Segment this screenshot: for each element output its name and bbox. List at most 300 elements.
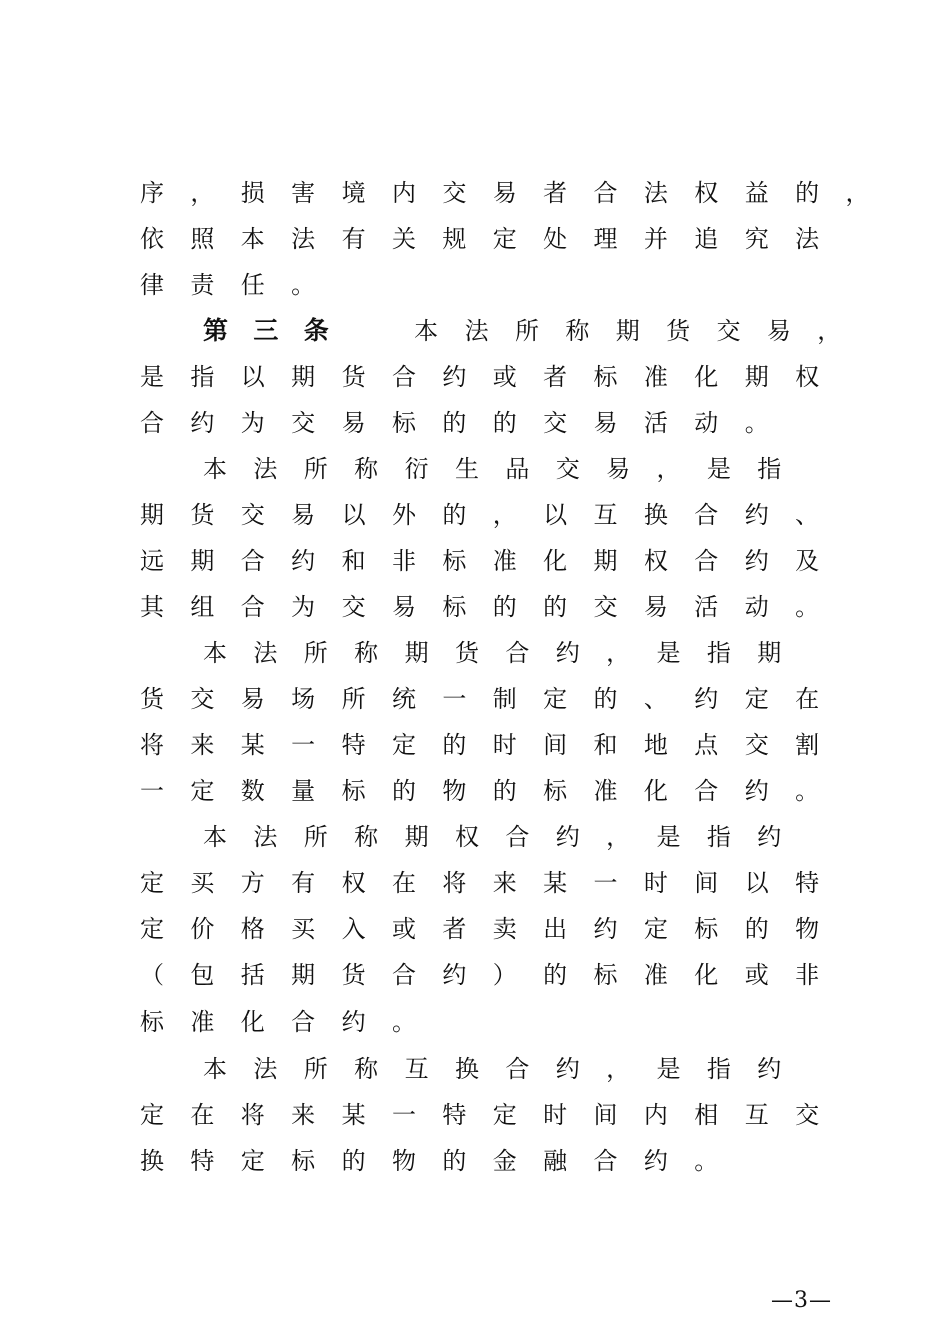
text-char: 益 [744, 179, 769, 207]
text-char: 或 [744, 961, 769, 989]
text-char: 交 [716, 317, 741, 345]
text-char: 称 [354, 639, 379, 667]
text-char: 指 [706, 1055, 731, 1083]
text-char: 期 [615, 317, 640, 345]
text-char: 准 [643, 363, 668, 391]
text-char: 标 [291, 1147, 316, 1175]
text-char: 者 [442, 915, 467, 943]
text-char: 制 [492, 685, 517, 713]
text-char: 货 [140, 685, 164, 713]
text-char: 交 [593, 593, 618, 621]
text-char: 来 [190, 731, 215, 759]
text-char: 及 [795, 547, 820, 575]
text-char: 的 [492, 777, 517, 805]
text-char: 非 [391, 547, 416, 575]
text-char: 割 [795, 731, 820, 759]
text-char: 所 [303, 455, 328, 483]
text-char: 理 [593, 225, 618, 253]
text-char: 化 [543, 547, 568, 575]
text-char: 特 [795, 869, 820, 897]
text-char: ， [656, 455, 681, 483]
text-char: 的 [391, 777, 416, 805]
text-char: 间 [543, 731, 568, 759]
text-char: 融 [543, 1147, 568, 1175]
text-char: 责 [190, 271, 215, 299]
text-char: 准 [190, 1008, 215, 1036]
text-char: 定 [240, 1147, 265, 1175]
text-char: 定 [140, 915, 164, 943]
text-char: 法 [291, 225, 316, 253]
text-char: 价 [190, 915, 215, 943]
text-line [140, 728, 845, 762]
text-char: 某 [543, 869, 568, 897]
text-char: 易 [240, 685, 265, 713]
text-char: 准 [492, 547, 517, 575]
text-char: 统 [391, 685, 416, 713]
text-char: 易 [643, 593, 668, 621]
text-line [140, 222, 845, 256]
text-char: 法 [464, 317, 489, 345]
text-char: 来 [492, 869, 517, 897]
text-char: 衍 [404, 455, 429, 483]
text-char: 或 [391, 915, 416, 943]
text-char: 合 [391, 961, 416, 989]
text-char: 法 [253, 455, 278, 483]
text-char: 定 [492, 1101, 517, 1129]
text-char: 将 [240, 1101, 265, 1129]
text-char: 或 [492, 363, 517, 391]
text-char: 的 [593, 685, 618, 713]
text-char: 一 [140, 777, 164, 805]
text-char: 在 [795, 685, 820, 713]
text-char: （ [140, 961, 164, 989]
article-heading-line [140, 314, 868, 348]
text-char: 定 [391, 731, 416, 759]
text-char: 所 [303, 639, 328, 667]
text-char: 关 [391, 225, 416, 253]
text-char: 物 [795, 915, 820, 943]
text-char: 称 [354, 455, 379, 483]
text-line [140, 452, 808, 486]
text-line [140, 912, 845, 946]
text-char: 称 [354, 1055, 379, 1083]
text-char: 合 [140, 409, 164, 437]
text-char: 权 [643, 547, 668, 575]
text-char: 入 [341, 915, 366, 943]
text-char: 一 [291, 731, 316, 759]
text-char: 是 [656, 1055, 681, 1083]
text-char: 。 [291, 271, 316, 299]
text-char: 法 [253, 639, 278, 667]
text-char: 内 [643, 1101, 668, 1129]
text-char: 某 [341, 1101, 366, 1129]
text-line [140, 1144, 745, 1178]
text-char: 期 [404, 823, 429, 851]
text-char: ， [190, 179, 215, 207]
text-char: 场 [291, 685, 316, 713]
text-char: 期 [593, 547, 618, 575]
text-char: 是 [656, 639, 681, 667]
text-char: 。 [795, 593, 820, 621]
text-char: 本 [203, 1055, 227, 1083]
text-char: 依 [140, 225, 164, 253]
text-char: 法 [253, 1055, 278, 1083]
text-char: 标 [543, 777, 568, 805]
text-char: 合 [593, 179, 618, 207]
text-char: 约 [291, 547, 316, 575]
text-char: 地 [643, 731, 668, 759]
text-char: 约 [442, 363, 467, 391]
text-char: 。 [795, 777, 820, 805]
text-char: 约 [190, 409, 215, 437]
text-line [140, 774, 845, 808]
text-char: 合 [391, 363, 416, 391]
text-char: 约 [757, 823, 782, 851]
text-char: 动 [694, 409, 719, 437]
text-char: 所 [303, 823, 328, 851]
text-char: 交 [291, 409, 316, 437]
text-char: 追 [694, 225, 719, 253]
text-char: 点 [694, 731, 719, 759]
text-char: 易 [391, 593, 416, 621]
text-char: 法 [795, 225, 820, 253]
text-char: 境 [341, 179, 366, 207]
heading-char: 条 [303, 316, 329, 345]
text-char: 格 [240, 915, 265, 943]
text-char: 相 [694, 1101, 719, 1129]
text-char: 称 [565, 317, 590, 345]
heading-char: 第 [203, 316, 229, 345]
text-char: 一 [391, 1101, 416, 1129]
text-char: 权 [795, 363, 820, 391]
text-char: 准 [593, 777, 618, 805]
text-char: 生 [454, 455, 479, 483]
text-char: 货 [666, 317, 691, 345]
text-char: 品 [505, 455, 530, 483]
text-line [140, 682, 845, 716]
text-char: 化 [694, 363, 719, 391]
text-char: 任 [240, 271, 265, 299]
text-char: 物 [391, 1147, 416, 1175]
text-char: 约 [593, 915, 618, 943]
text-char: 互 [404, 1055, 429, 1083]
text-char: 化 [240, 1008, 265, 1036]
text-char: 指 [706, 639, 731, 667]
text-char: 定 [190, 777, 215, 805]
text-char: 的 [543, 593, 568, 621]
text-char: 标 [391, 409, 416, 437]
text-char: 换 [454, 1055, 479, 1083]
text-char: 。 [391, 1008, 416, 1036]
text-char: 来 [291, 1101, 316, 1129]
text-char: 化 [694, 961, 719, 989]
text-char: 换 [643, 501, 668, 529]
text-char: 合 [593, 1147, 618, 1175]
text-char: 标 [593, 961, 618, 989]
text-char: 的 [543, 961, 568, 989]
text-char: 定 [543, 685, 568, 713]
text-char: 有 [341, 225, 366, 253]
text-char: 定 [492, 225, 517, 253]
text-char: 交 [795, 1101, 820, 1129]
text-line [140, 820, 808, 854]
text-char: 期 [291, 363, 316, 391]
text-char: 本 [414, 317, 439, 345]
text-char: 货 [190, 501, 215, 529]
text-char: 的 [442, 731, 467, 759]
text-char: 标 [593, 363, 618, 391]
text-char: 组 [190, 593, 215, 621]
text-char: 的 [442, 409, 467, 437]
text-char: 以 [240, 363, 265, 391]
text-char: 损 [240, 179, 265, 207]
text-char: 期 [404, 639, 429, 667]
text-char: 指 [757, 455, 782, 483]
text-char: 期 [744, 363, 769, 391]
text-char: 期 [757, 639, 782, 667]
text-char: 活 [643, 409, 668, 437]
text-char: 规 [442, 225, 467, 253]
text-char: 合 [240, 547, 265, 575]
text-line [140, 1005, 442, 1039]
text-char: 括 [240, 961, 265, 989]
text-char: 所 [514, 317, 539, 345]
text-char: 其 [140, 593, 164, 621]
text-char: ， [845, 179, 870, 207]
text-char: 约 [555, 639, 580, 667]
text-char: 本 [203, 639, 227, 667]
text-char: 金 [492, 1147, 517, 1175]
text-char: 的 [341, 1147, 366, 1175]
text-char: 。 [744, 409, 769, 437]
text-char: 定 [744, 685, 769, 713]
text-char: 换 [140, 1147, 164, 1175]
text-char: 易 [341, 409, 366, 437]
text-char: 照 [190, 225, 215, 253]
text-char: 标 [442, 547, 467, 575]
text-char: 的 [795, 179, 820, 207]
text-char: 以 [543, 501, 568, 529]
text-char: 定 [140, 1101, 164, 1129]
text-char: 易 [291, 501, 316, 529]
text-char: 非 [795, 961, 820, 989]
text-char: 约 [555, 1055, 580, 1083]
text-char: 约 [757, 1055, 782, 1083]
text-char: 期 [291, 961, 316, 989]
text-line [140, 498, 845, 532]
text-char: 互 [744, 1101, 769, 1129]
text-char: 出 [543, 915, 568, 943]
text-char: 标 [341, 777, 366, 805]
text-line [140, 360, 845, 394]
text-char: 标 [442, 593, 467, 621]
text-char: 易 [593, 409, 618, 437]
text-char: 为 [291, 593, 316, 621]
text-char: 活 [694, 593, 719, 621]
text-char: 交 [543, 409, 568, 437]
text-char: 为 [240, 409, 265, 437]
text-char: 间 [694, 869, 719, 897]
text-char: 本 [240, 225, 265, 253]
text-line [140, 958, 845, 992]
text-char: 的 [442, 501, 467, 529]
text-char: 所 [341, 685, 366, 713]
text-char: 一 [593, 869, 618, 897]
text-char: 时 [492, 731, 517, 759]
text-line [140, 1052, 808, 1086]
text-char: 将 [140, 731, 164, 759]
text-char: 标 [694, 915, 719, 943]
text-char: 准 [643, 961, 668, 989]
text-char: 一 [442, 685, 467, 713]
text-char: 约 [442, 961, 467, 989]
text-char: 法 [253, 823, 278, 851]
text-char: 指 [706, 823, 731, 851]
text-char: 处 [543, 225, 568, 253]
text-char: 害 [291, 179, 316, 207]
text-char: 货 [454, 639, 479, 667]
text-char: 方 [240, 869, 265, 897]
text-char: 时 [543, 1101, 568, 1129]
text-char: 约 [744, 547, 769, 575]
text-char: 易 [492, 179, 517, 207]
text-char: 者 [543, 363, 568, 391]
text-char: 所 [303, 1055, 328, 1083]
text-char: 指 [190, 363, 215, 391]
text-char: 期 [140, 501, 164, 529]
text-char: ， [606, 639, 631, 667]
text-char: ， [492, 501, 517, 529]
text-char: 以 [744, 869, 769, 897]
page-number: —3— [771, 1288, 832, 1313]
text-char: 交 [341, 593, 366, 621]
text-char: 化 [643, 777, 668, 805]
text-char: 在 [190, 1101, 215, 1129]
text-line [140, 176, 896, 210]
text-char: 交 [240, 501, 265, 529]
text-char: 权 [694, 179, 719, 207]
text-char: 约 [643, 1147, 668, 1175]
text-char: 的 [744, 915, 769, 943]
text-char: 的 [442, 1147, 467, 1175]
text-char: 是 [140, 363, 164, 391]
text-char: 定 [643, 915, 668, 943]
text-char: 律 [140, 271, 164, 299]
text-char: 约 [555, 823, 580, 851]
text-char: 约 [341, 1008, 366, 1036]
text-char: 数 [240, 777, 265, 805]
text-char: 买 [291, 915, 316, 943]
text-char: 互 [593, 501, 618, 529]
text-line [140, 406, 795, 440]
text-char: 货 [341, 961, 366, 989]
text-char: 交 [442, 179, 467, 207]
text-char: 动 [744, 593, 769, 621]
text-char: 特 [190, 1147, 215, 1175]
text-char: 远 [140, 547, 164, 575]
text-line [140, 1098, 845, 1132]
text-char: 权 [454, 823, 479, 851]
text-char: 称 [354, 823, 379, 851]
text-char: 合 [694, 501, 719, 529]
text-char: 某 [240, 731, 265, 759]
text-char: 有 [291, 869, 316, 897]
text-char: 约 [744, 777, 769, 805]
text-char: ， [606, 823, 631, 851]
text-char: 。 [694, 1147, 719, 1175]
text-char: 、 [643, 685, 668, 713]
text-char: 合 [291, 1008, 316, 1036]
text-char: 易 [766, 317, 791, 345]
text-char: ） [492, 961, 517, 989]
text-char: 间 [593, 1101, 618, 1129]
text-char: 约 [744, 501, 769, 529]
text-char: 将 [442, 869, 467, 897]
text-char: 的 [492, 409, 517, 437]
text-char: ， [606, 1055, 631, 1083]
text-char: 货 [341, 363, 366, 391]
text-char: 量 [291, 777, 316, 805]
text-char: 本 [203, 823, 227, 851]
text-char: 外 [391, 501, 416, 529]
text-char: 合 [505, 823, 530, 851]
text-char: 交 [744, 731, 769, 759]
text-char: 时 [643, 869, 668, 897]
heading-char: 三 [253, 316, 279, 345]
text-char: 特 [341, 731, 366, 759]
text-char: 内 [391, 179, 416, 207]
text-char: 合 [505, 1055, 530, 1083]
text-char: 包 [190, 961, 215, 989]
text-line [140, 636, 808, 670]
text-char: 合 [694, 547, 719, 575]
text-char: 买 [190, 869, 215, 897]
text-char: 和 [341, 547, 366, 575]
text-line [140, 590, 845, 624]
text-char: 和 [593, 731, 618, 759]
text-char: 标 [140, 1008, 164, 1036]
text-char: 合 [694, 777, 719, 805]
text-char: 法 [643, 179, 668, 207]
text-char: 权 [341, 869, 366, 897]
text-char: 序 [140, 179, 164, 207]
text-char: 、 [795, 501, 820, 529]
text-line [140, 866, 845, 900]
text-char: 者 [543, 179, 568, 207]
text-char: 期 [190, 547, 215, 575]
text-char: ， [817, 317, 842, 345]
text-line [140, 268, 342, 302]
text-char: 的 [492, 593, 517, 621]
text-char: 在 [391, 869, 416, 897]
text-line [140, 544, 845, 578]
text-char: 是 [656, 823, 681, 851]
text-char: 物 [442, 777, 467, 805]
text-char: 特 [442, 1101, 467, 1129]
text-char: 交 [555, 455, 580, 483]
text-char: 以 [341, 501, 366, 529]
text-char: 交 [190, 685, 215, 713]
text-char: 本 [203, 455, 227, 483]
text-char: 是 [706, 455, 731, 483]
text-char: 定 [140, 869, 164, 897]
text-char: 究 [744, 225, 769, 253]
text-char: 易 [606, 455, 631, 483]
text-char: 卖 [492, 915, 517, 943]
text-char: 合 [505, 639, 530, 667]
text-char: 约 [694, 685, 719, 713]
text-char: 合 [240, 593, 265, 621]
